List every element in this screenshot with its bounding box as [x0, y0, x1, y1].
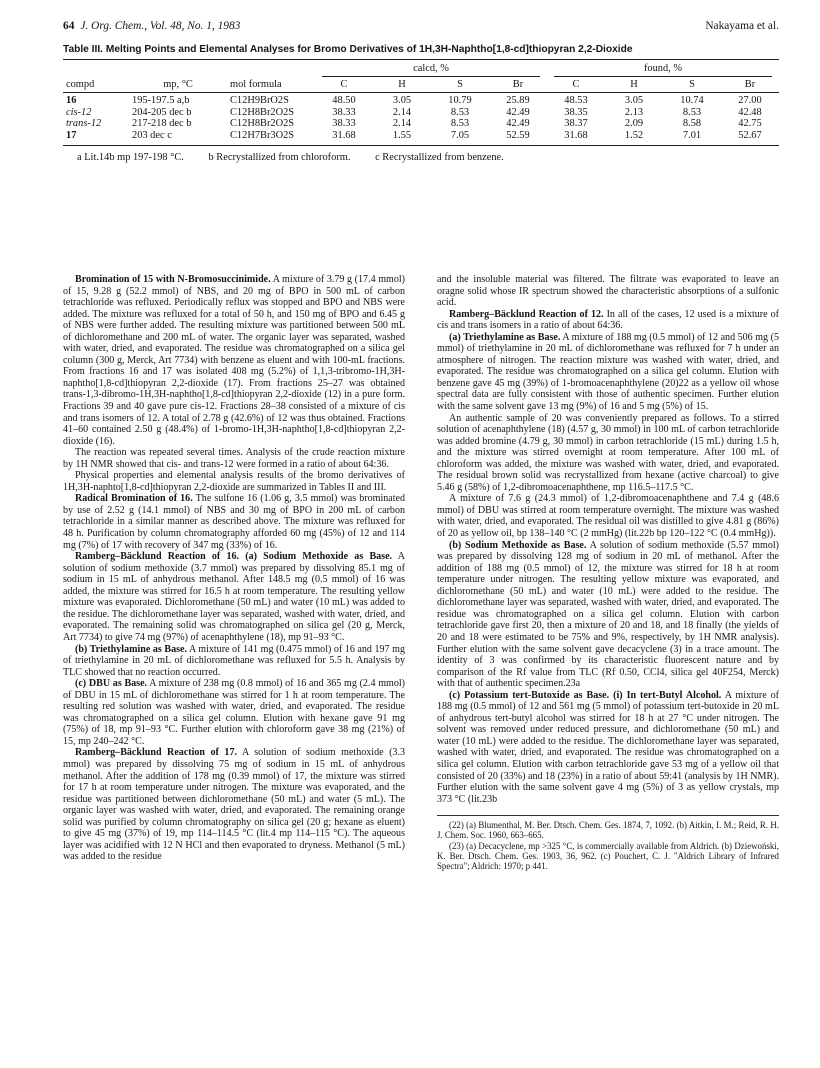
paragraph-text: A solution of sodium methoxide (5.57 mmol) was prepared by dissolving 128 mg of sodium in 20 mL of methanol. After the addition of 188 mg (0.5 mmol) of 12, the mixture was stirred for 18 h at room temperature under nitrogen. The resulting yellow mixture was evaporated, and dichloromethane (50 mL) and water (10 mL) were added to the residue. The dichloromethane layer was separated, washed with water, dried, and evaporated. The residue was chromatographed on a silica gel column. Elution with carbon tetrachloride gave first 20, then a mixture of 20 and 18, and 18 finally (the yields of 20 and 18 were estimated to be 75% and 9%, respectively, by 1H NMR analysis). Further elution with the same solvent gave decacyclene (3) in a trace amount. The identity of 3 was confirmed by its characteristic fluorescent nature and by comparison of the Rf value from TLC (Rf 0.50, CCl4, silica gel 40F254, Merck) with that of authentic specimen.23a — [437, 539, 780, 690]
compound-cell: 17 — [63, 130, 129, 145]
found-h-cell: 3.05 — [624, 95, 644, 107]
paragraph-heading: Radical Bromination of 16. — [75, 493, 193, 505]
paragraph-heading: (a) Triethylamine as Base. — [449, 331, 561, 343]
calcd-c-cell: 48.50 — [332, 95, 356, 107]
calcd-c-cell: 38.33 — [332, 106, 356, 118]
table-footnotes — [63, 152, 779, 163]
formula-cell: C12H7Br3O2S — [227, 130, 315, 145]
calcd-h-cell: 2.14 — [392, 106, 412, 118]
column-header: compd — [63, 77, 129, 93]
calcd-h-cell: 2.14 — [392, 118, 412, 130]
column-header: S — [431, 77, 489, 93]
found-s-cell: 10.74 — [680, 95, 704, 107]
paragraph — [63, 747, 405, 862]
paragraph-text: and the insoluble material was filtered. The filtrate was evaporated to leave an oragne solid whose IR spectrum showed the characteristic absorptions of a sulfonic acid. — [437, 274, 779, 309]
paragraph-text: A solution of sodium methoxide (3.7 mmol) was prepared by dissolving 85.1 mg of sodium in 15 mL of anhydrous methanol. After 148.5 mg (0.5 mmol) of 16 was added, the mixture was stirred for 16.5 h at room temperature. The resulting yellow mixture was evaporated. Dichloromethane (50 mL) and water (10 mL) was added to the residue. The dichloromethane layer was separated, washed with water, dried, and evaporated. The remaining solid was chromatographed on silica gel (20 g, Merck, Art 7734) to give 74 mg (97%) of acenaphthylene (18), mp 91–93 °C. — [63, 551, 405, 643]
paragraph — [437, 493, 779, 539]
paragraph-heading: (c) Potassium tert-Butoxide as Base. (i) In tert-Butyl Alcohol. — [449, 689, 722, 701]
calcd-s-cell: 8.53 — [450, 106, 470, 118]
calcd-c-cell: 31.68 — [315, 130, 373, 145]
paragraph-heading: Ramberg–Bäcklund Reaction of 12. — [449, 308, 604, 320]
found-br-cell: 42.75 — [738, 118, 762, 130]
paragraph-text: A mixture of 7.6 g (24.3 mmol) of 1,2-dibromoacenaphthene and 7.4 g (48.6 mmol) of DBU was stirred at room temperature overnight. The mixture was washed with water, dried, and evaporated. The residual oil was distilled to give 4.81 g (86%) of 20 as yellow oil, bp 138–140 °C (2 mmHg) (lit.22b bp 120–122 °C (0.4 mmHg)). — [437, 493, 779, 540]
author-running-head: Nakayama et al. — [705, 20, 779, 32]
paragraph-text: A mixture of 141 mg (0.475 mmol) of 16 and 197 mg of triethylamine in 20 mL of dichloromethane was refluxed for 5.5 h. Analysis by TLC showed that no reaction occurred. — [63, 643, 405, 678]
calcd-br-cell: 42.49 — [506, 118, 530, 130]
paragraph-text: An authentic sample of 20 was conveniently prepared as follows. To a stirred solution of acenaphthylene (18) (4.57 g, 30 mmol) in 100 mL of carbon tetrachloride was added bromine (4.79 g, 30 mmol) in carbon tetrachloride (15 mL) during 1.5 h, and the mixture was stirred overnight at room temperature. After 100 mL of chloroform was added, the mixture was washed with water, dried, and evaporated. The residual brown solid was recrystallized from hexane (active charcoal) to give 5.46 g (58%) of 1,2-dibromoacenaphthene, mp 116.5–117.5 °C. — [437, 412, 779, 493]
mp-cell: 195-197.5 a,b — [132, 95, 190, 107]
mp-cell: 217-218 dec b — [132, 118, 192, 130]
compound-cell: cis-12 — [66, 106, 92, 118]
table-row — [63, 118, 779, 130]
table-row — [63, 93, 779, 107]
right-column — [437, 274, 779, 872]
reference: (23) (a) Decacyclene, mp >325 °C, is commercially available from Aldrich. (b) Dziewoński, K. Ber. Dtsch. Chem. Ges. 1903, 36, 962. (c) Pouchert, C. J. "Aldrich Library of Infrared Spectra"; Aldrich: 1970; p 441. — [437, 840, 779, 872]
paragraph-text: A solution of sodium methoxide (3.3 mmol) was prepared by dissolving 75 mg of sodium in 15 mL of anhydrous methanol. After the addition of 178 mg (0.39 mmol) of 17, the mixture was stirred for 17 h at room temperature under nitrogen. The mixture was evaporated, and the residue was partitioned between dichloromethane (50 mL) and water (5 mL). The organic layer was washed with water, dried, and evaporated. The remaining orange solid was purified by column chromatography on silica gel (20 g; hexane as eluent) to give 45 mg (37%) of 19, mp 114–114.5 °C (lit.4 mp 114–115 °C). The aqueous layer was acidified with 12 N HCl and then evaporated to dryness. Methanol (5 mL) was added to the residue — [63, 747, 405, 863]
mp-cell: 203 dec c — [129, 130, 227, 145]
paragraph — [63, 493, 405, 551]
paragraph-text: Physical properties and elemental analysis results of the bromo derivatives of 1H,3H-naphto[1,8-cd]thiopyran 2,2-dioxide are summarized in Tables II and III. — [63, 470, 405, 493]
journal-page — [63, 20, 780, 872]
paragraph — [63, 470, 405, 493]
table-row — [63, 130, 779, 145]
table-caption — [63, 44, 779, 55]
found-c-cell: 38.35 — [564, 106, 588, 118]
paragraph — [63, 551, 405, 643]
paragraph-text: A mixture of 188 mg (0.5 mmol) of 12 and 561 mg (5 mmol) of potassium tert-butoxide in 20 mL of anhydrous tert-butyl alcohol was stirred for 18 h at 27 °C under nitrogen. The solvent was removed under reduced pressure, and dichloromethane (50 mL) and water (10 mL) were added to the residue. The dichloromethane layer was separated, washed with water, dried, and evaporated. The residue was chromatographed on a silica gel column. Elution with carbon tetrachloride gave 53 mg of a yellow oil that consisted of 20 (33%) and 18 (23%) in a ratio of about 59:41 (analysis by 1H NMR). Further elution with the same solvent gave 4 mg (5%) of 3 as yellow crystals, mp 373 °C (lit.23b — [437, 689, 779, 805]
calcd-s-cell: 8.53 — [450, 118, 470, 130]
paragraph — [437, 309, 779, 332]
reference: (22) (a) Blumenthal, M. Ber. Dtsch. Chem. Ges. 1874, 7, 1092. (b) Aitkin, I. M.; Reid, R. H. J. Chem. Soc. 1960, 663–665. — [437, 820, 779, 841]
calcd-c-cell: 38.33 — [332, 118, 356, 130]
column-header: Br — [489, 77, 547, 93]
found-h-cell: 2.13 — [624, 106, 644, 118]
paragraph — [437, 332, 779, 413]
running-head — [63, 20, 779, 38]
paragraph-heading: (b) Sodium Methoxide as Base. — [449, 539, 587, 551]
paragraph — [63, 644, 405, 679]
column-header: mol formula — [227, 77, 315, 93]
calcd-h-cell: 3.05 — [392, 95, 412, 107]
paragraph — [63, 447, 405, 470]
compound-cell: trans-12 — [66, 118, 102, 130]
found-group-header: found, % — [547, 60, 779, 77]
paragraph — [437, 274, 779, 309]
calcd-br-cell: 25.89 — [506, 95, 530, 107]
reference-list — [437, 815, 779, 871]
found-c-cell: 48.53 — [564, 95, 588, 107]
found-c-cell: 38.37 — [564, 118, 588, 130]
table-label: Table III. — [63, 44, 104, 55]
paragraph-text: A mixture of 188 mg (0.5 mmol) of 12 and 506 mg (5 mmol) of triethylamine in 20 mL of dichloromethane was refluxed for 7 h under an atmosphere of nitrogen. The reaction mixture was washed with water, dried, and evaporated. The residue was chromatographed on a silica gel column. Elution with benzene gave 45 mg (39%) of 1-bromoacenaphthylene (20)22 as a yellow oil whose spectral data are fully consistent with those of authentic specimen. Further elution with the same solvent gave 13 mg (9%) of 16 and 5 mg (5%) of 15. — [437, 331, 779, 413]
column-header: C — [315, 77, 373, 93]
paragraph-heading: (c) DBU as Base. — [75, 678, 148, 690]
table-title: Melting Points and Elemental Analyses for Bromo Derivatives of 1H,3H-Naphtho[1,8-cd]thiopyran 2,2-Dioxide — [105, 44, 633, 55]
calcd-h-cell: 1.55 — [373, 130, 431, 145]
paragraph — [437, 690, 779, 805]
paragraph-text: A mixture of 238 mg (0.8 mmol) of 16 and 365 mg (2.4 mmol) of DBU in 15 mL of dichloromethane was stirred for 1 h at room temperature. The resulting red solution was washed with water, dried, and evaporated. The residue was chromatographed on a silica gel column. Elution with hexane gave 91 mg (75%) of 18, mp 91–93 °C. Further elution with chloroform gave 38 mg (21%) of 15, mp 240–242 °C. — [63, 678, 405, 747]
paragraph-heading: Ramberg–Bäcklund Reaction of 16. (a) Sodium Methoxide as Base. — [75, 551, 393, 563]
found-s-cell: 8.53 — [682, 106, 702, 118]
column-header: H — [605, 77, 663, 93]
paragraph — [63, 274, 405, 447]
paragraph-text: The sulfone 16 (1.06 g, 3.5 mmol) was brominated by use of 2.52 g (14.1 mmol) of NBS and 30 mg of BPO in 200 mL of carbon tetrachloride in a similar manner as described above. The mixture was refluxed for 48 h. Purification by column chromatography afforded 60 mg (45%) of 12 and 114 mg (7%) of 17 with recovery of 347 mg (33%) of 16. — [63, 493, 405, 551]
mp-cell: 204-205 dec b — [132, 106, 192, 118]
formula-cell: C12H9BrO2S — [230, 95, 289, 107]
journal-citation: J. Org. Chem., Vol. 48, No. 1, 1983 — [80, 20, 241, 32]
left-column — [63, 274, 405, 863]
footnote: b Recrystallized from chloroform. — [208, 151, 351, 163]
calcd-br-cell: 52.59 — [489, 130, 547, 145]
found-br-cell: 52.67 — [721, 130, 779, 145]
footnote: a Lit.14b mp 197-198 °C. — [77, 151, 184, 163]
paragraph-text: The reaction was repeated several times. Analysis of the crude reaction mixture by 1H NMR showed that cis- and trans-12 were formed in a ratio of about 64:36. — [63, 447, 405, 470]
analysis-table — [63, 59, 779, 146]
found-c-cell: 31.68 — [547, 130, 605, 145]
paragraph-heading: Ramberg–Bäcklund Reaction of 17. — [75, 747, 237, 759]
paragraph-text: In all of the cases, 12 used is a mixture of cis and trans isomers in a ratio of about 64:36. — [437, 308, 780, 332]
calcd-br-cell: 42.49 — [506, 106, 530, 118]
calcd-s-cell: 10.79 — [448, 95, 472, 107]
footnote: c Recrystallized from benzene. — [375, 151, 504, 163]
found-br-cell: 27.00 — [738, 95, 762, 107]
compound-cell: 16 — [66, 95, 77, 107]
page-number: 64 — [63, 20, 75, 32]
found-s-cell: 7.01 — [663, 130, 721, 145]
formula-cell: C12H8Br2O2S — [230, 118, 295, 130]
found-br-cell: 42.48 — [738, 106, 762, 118]
paragraph-heading: Bromination of 15 with N-Bromosuccinimide. — [75, 274, 271, 285]
column-header: S — [663, 77, 721, 93]
paragraph — [437, 540, 779, 690]
found-h-cell: 2.09 — [624, 118, 644, 130]
calcd-group-header: calcd, % — [315, 60, 547, 77]
column-header: mp, °C — [129, 77, 227, 93]
found-h-cell: 1.52 — [605, 130, 663, 145]
found-s-cell: 8.58 — [682, 118, 702, 130]
column-header: Br — [721, 77, 779, 93]
formula-cell: C12H8Br2O2S — [230, 106, 295, 118]
paragraph-text: A mixture of 3.79 g (17.4 mmol) of 15, 9.28 g (52.2 mmol) of NBS, and 20 mg of BPO in 500 mL of carbon tetrachloride was refluxed. Periodically reflux was stopped and BPO and NBS were added. The mixture was refluxed for a total of 50 h, and 150 mg of BPO and 6.45 g of NBS were further added. The resulting mixture was partitioned between 500 mL of dichloromethane and 200 mL of water. The organic layer was separated, washed with water, dried, and evaporated. The residue was chromatographed on a silica gel column (300 g, Merck, Art 7734) with benzene as eluent and with 100-mL fractions. From fractions 16 and 17 was isolated 408 mg (5.2%) of 1,1,3-tribromo-1H,3H-naphtho[1,8-cd]thiopyran 2,2-dioxide (17). From fractions 25–27 was obtained trans-1,3-dibromo-1H,3H-naphtho[1,8-cd]thiopyran 2,2-dioxide (12) in a pure form. Fractions 39 and 40 gave pure cis-12. Fractions 28–38 consisted of a mixture of cis and trans isomers of 12. A total of 2.78 g (42.6%) of 12 was thus obtained. Fractions 41–60 contained 2.50 g (48.4%) of 1-bromo-1H,3H-naphtho[1,8-cd]thiopyran 2,2-dioxide (16). — [63, 274, 405, 447]
paragraph — [63, 678, 405, 747]
paragraph-heading: (b) Triethylamine as Base. — [75, 643, 187, 655]
calcd-s-cell: 7.05 — [431, 130, 489, 145]
table-row — [63, 107, 779, 119]
column-header: H — [373, 77, 431, 93]
paragraph — [437, 413, 779, 494]
column-header: C — [547, 77, 605, 93]
